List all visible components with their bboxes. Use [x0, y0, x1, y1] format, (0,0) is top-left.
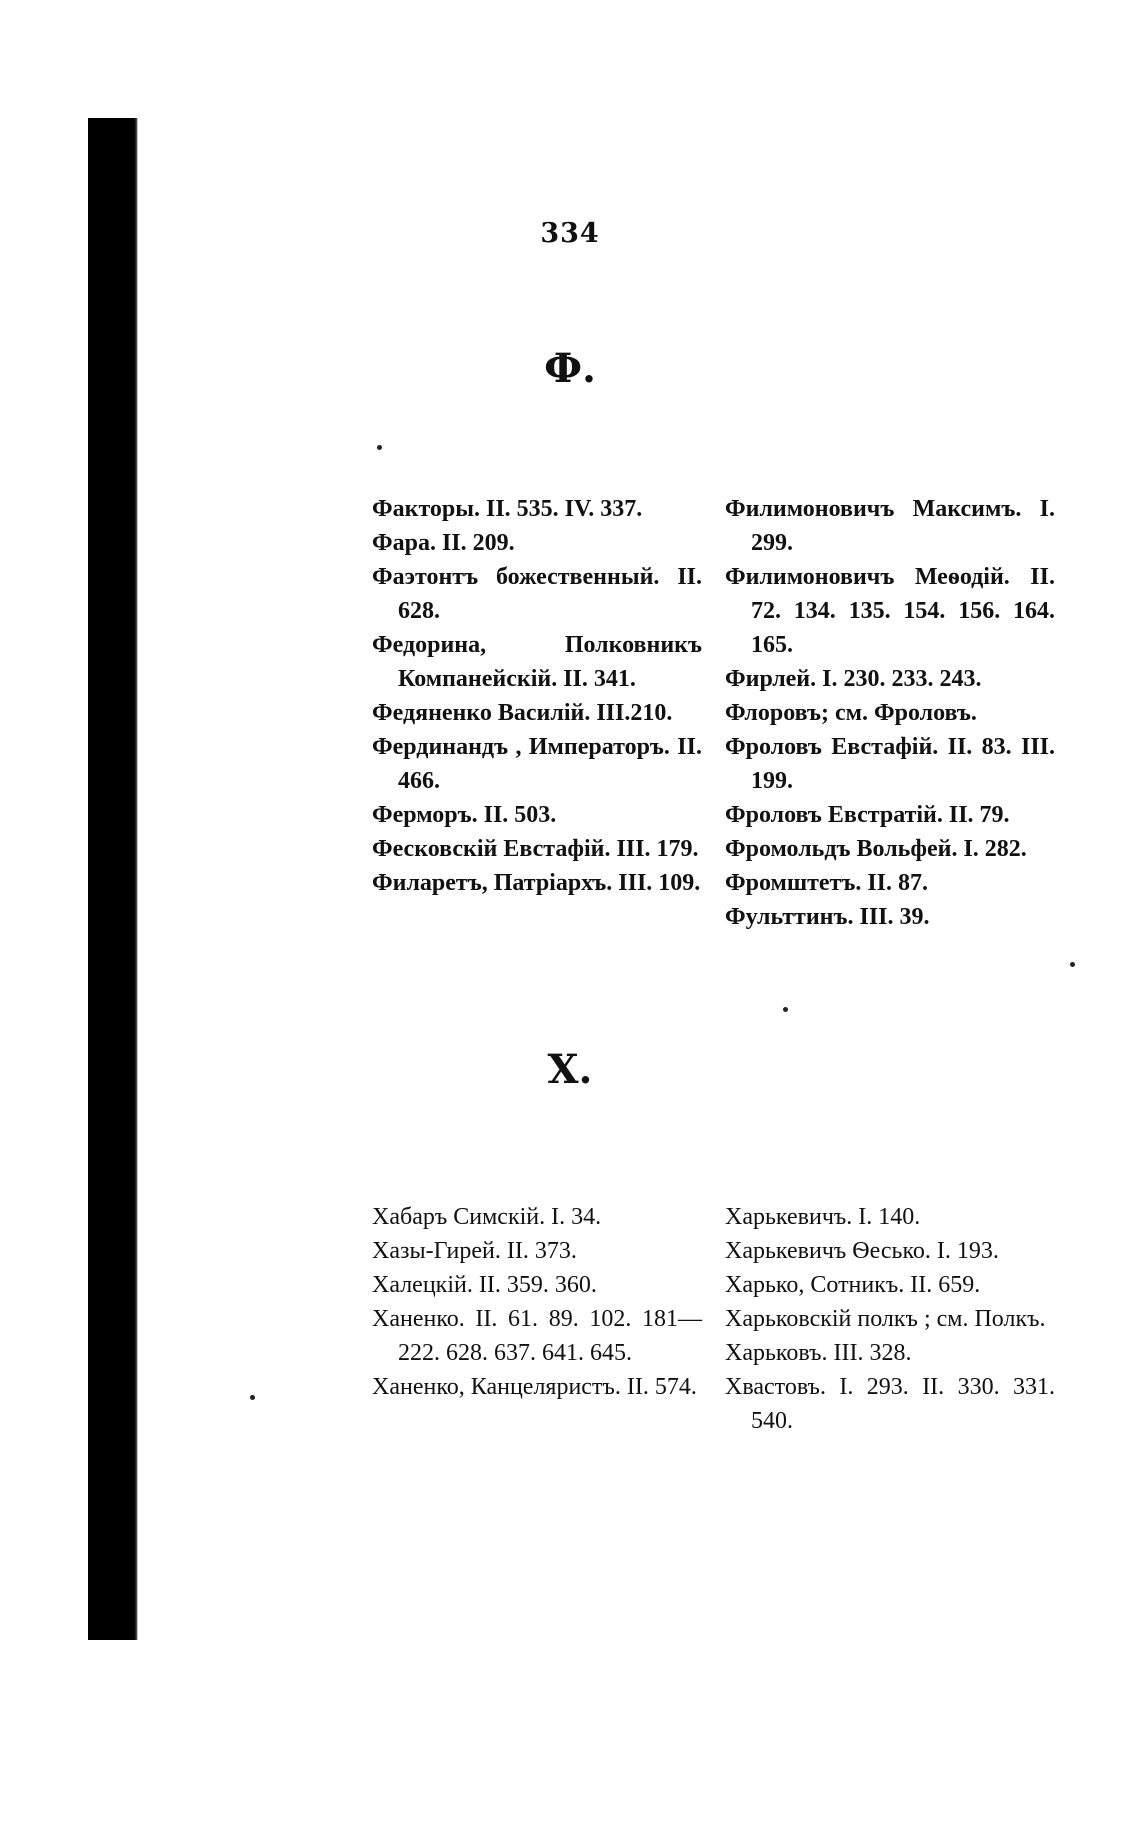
index-entry: Хазы-Гирей. II. 373. — [372, 1238, 577, 1264]
index-entry: Халецкій. II. 359. 360. — [372, 1272, 597, 1298]
index-entry: Фара. II. 209. — [372, 530, 515, 556]
index-entry: Хабаръ Симскій. I. 34. — [372, 1204, 602, 1230]
index-entry: Филимоновичъ Меѳодій. II. 72. 134. 135. 154. 156. 164. 165. — [725, 564, 1055, 658]
index-entry: Фромольдъ Вольфей. I. 282. — [725, 836, 1027, 862]
index-entry: Фердинандъ , Императоръ. II. 466. — [372, 734, 702, 794]
index-entry: Факторы. II. 535. IV. 337. — [372, 496, 643, 522]
index-entry: Фульттинъ. III. 39. — [725, 904, 930, 930]
index-entry: Ферморъ. II. 503. — [372, 802, 557, 828]
section-h-left-column — [372, 1200, 702, 1404]
page-number: 334 — [540, 218, 600, 249]
print-speck — [1070, 962, 1075, 967]
index-entry: Харьковъ. III. 328. — [725, 1340, 912, 1366]
index-entry: Хвастовъ. I. 293. II. 330. 331. 540. — [725, 1374, 1055, 1434]
index-entry: Фроловъ Евстратій. II. 79. — [725, 802, 1010, 828]
index-entry: Харьковскій полкъ ; см. Полкъ. — [725, 1306, 1046, 1332]
index-entry: Фаэтонтъ божественный. II. 628. — [372, 564, 702, 624]
section-h-right-column — [725, 1200, 1055, 1438]
index-entry: Филимоновичъ Максимъ. I. 299. — [725, 496, 1055, 556]
index-entry: Филаретъ, Патріархъ. III. 109. — [372, 870, 701, 896]
index-entry: Федорина, Полковникъ Компанейскій. II. 341. — [372, 632, 702, 692]
index-entry: Федяненко Василій. III.210. — [372, 700, 673, 726]
print-speck — [783, 1007, 788, 1012]
index-entry: Фромштетъ. II. 87. — [725, 870, 929, 896]
section-letter-f: Ф. — [544, 345, 596, 392]
index-entry: Харькевичъ Ѳесько. I. 193. — [725, 1238, 999, 1264]
index-entry: Флоровъ; см. Фроловъ. — [725, 700, 977, 726]
index-entry: Ханенко. II. 61. 89. 102. 181—222. 628. 637. 641. 645. — [372, 1306, 702, 1366]
index-entry: Фроловъ Евстафій. II. 83. III. 199. — [725, 734, 1055, 794]
section-f-right-column — [725, 492, 1055, 934]
section-letter-h: Х. — [547, 1046, 593, 1093]
index-entry: Харько, Сотникъ. II. 659. — [725, 1272, 981, 1298]
index-entry: Ханенко, Канцеляристъ. II. 574. — [372, 1374, 697, 1400]
index-entry: Фирлей. I. 230. 233. 243. — [725, 666, 982, 692]
print-speck — [377, 445, 382, 450]
index-entry: Харькевичъ. I. 140. — [725, 1204, 921, 1230]
print-speck — [250, 1395, 255, 1400]
section-f-left-column — [372, 492, 702, 900]
index-entry: Фесковскій Евстафій. III. 179. — [372, 836, 699, 862]
